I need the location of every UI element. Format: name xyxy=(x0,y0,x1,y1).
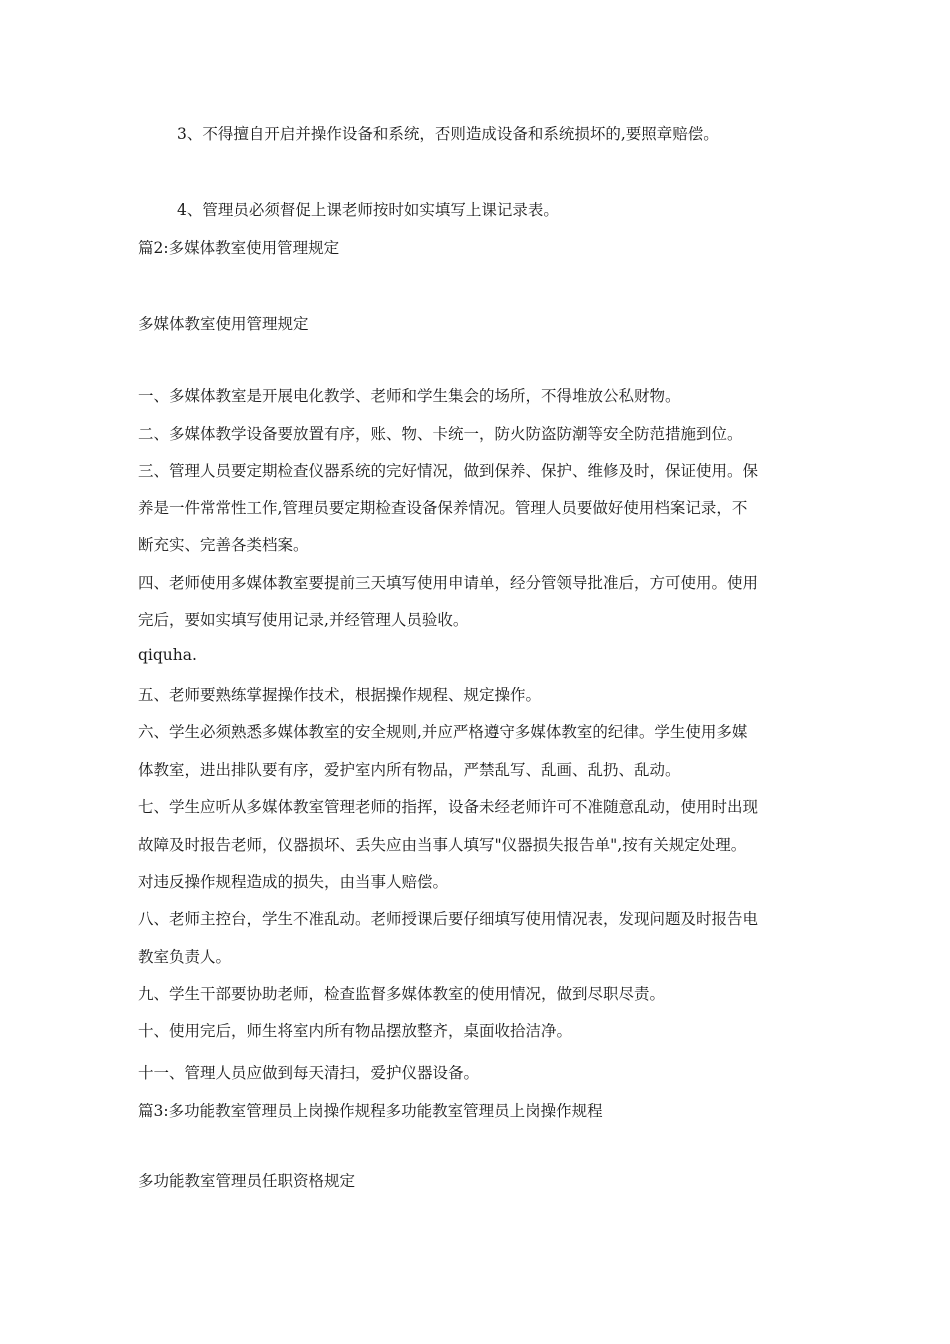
paragraph-3-line-1: 三、管理人员要定期检查仪器系统的完好情况，做到保养、保护、维修及时，保证使用。保 xyxy=(138,462,759,480)
rule-4-line: 4、管理员必须督促上课老师按时如实填写上课记录表。 xyxy=(177,201,559,219)
paragraph-5: 五、老师要熟练掌握操作技术，根据操作规程、规定操作。 xyxy=(138,686,542,704)
paragraph-11: 十一、管理人员应做到每天清扫，爱护仪器设备。 xyxy=(138,1064,480,1082)
paragraph-8-line-1: 八、老师主控台，学生不准乱动。老师授课后要仔细填写使用情况表，发现问题及时报告电 xyxy=(138,910,759,928)
subsection-heading: 多功能教室管理员任职资格规定 xyxy=(138,1172,356,1190)
paragraph-7-line-1: 七、学生应听从多媒体教室管理老师的指挥，设备未经老师许可不准随意乱动，使用时出现 xyxy=(138,798,759,816)
paragraph-1: 一、多媒体教室是开展电化教学、老师和学生集会的场所，不得堆放公私财物。 xyxy=(138,387,681,405)
section-heading-3: 篇3:多功能教室管理员上岗操作规程多功能教室管理员上岗操作规程 xyxy=(138,1102,603,1120)
paragraph-8-line-2: 教室负责人。 xyxy=(138,948,232,966)
paragraph-7-line-2: 故障及时报告老师，仪器损坏、丢失应由当事人填写"仪器损失报告单",按有关规定处理。 xyxy=(138,836,747,854)
paragraph-6-line-2: 体教室，进出排队要有序，爱护室内所有物品，严禁乱写、乱画、乱扔、乱动。 xyxy=(138,761,681,779)
paragraph-2: 二、多媒体教学设备要放置有序，账、物、卡统一，防火防盗防潮等安全防范措施到位。 xyxy=(138,425,743,443)
stray-text: qiquha. xyxy=(138,646,197,664)
paragraph-4-line-1: 四、老师使用多媒体教室要提前三天填写使用申请单，经分管领导批准后，方可使用。使用 xyxy=(138,574,759,592)
paragraph-4-line-2: 完后，要如实填写使用记录,并经管理人员验收。 xyxy=(138,611,469,629)
paragraph-3-line-2: 养是一件常常性工作,管理员要定期检查设备保养情况。管理人员要做好使用档案记录，不 xyxy=(138,499,748,517)
paragraph-7-line-3: 对违反操作规程造成的损失，由当事人赔偿。 xyxy=(138,873,449,891)
section-heading-2: 篇2:多媒体教室使用管理规定 xyxy=(138,239,340,257)
paragraph-3-line-3: 断充实、完善各类档案。 xyxy=(138,536,309,554)
rule-3-line: 3、不得擅自开启并操作设备和系统，否则造成设备和系统损坏的,要照章赔偿。 xyxy=(177,125,719,143)
paragraph-6-line-1: 六、学生必须熟悉多媒体教室的安全规则,并应严格遵守多媒体教室的纪律。学生使用多媒 xyxy=(138,723,748,741)
paragraph-9: 九、学生干部要协助老师，检查监督多媒体教室的使用情况，做到尽职尽责。 xyxy=(138,985,666,1003)
document-title: 多媒体教室使用管理规定 xyxy=(138,315,309,333)
paragraph-10: 十、使用完后，师生将室内所有物品摆放整齐，桌面收拾洁净。 xyxy=(138,1022,573,1040)
